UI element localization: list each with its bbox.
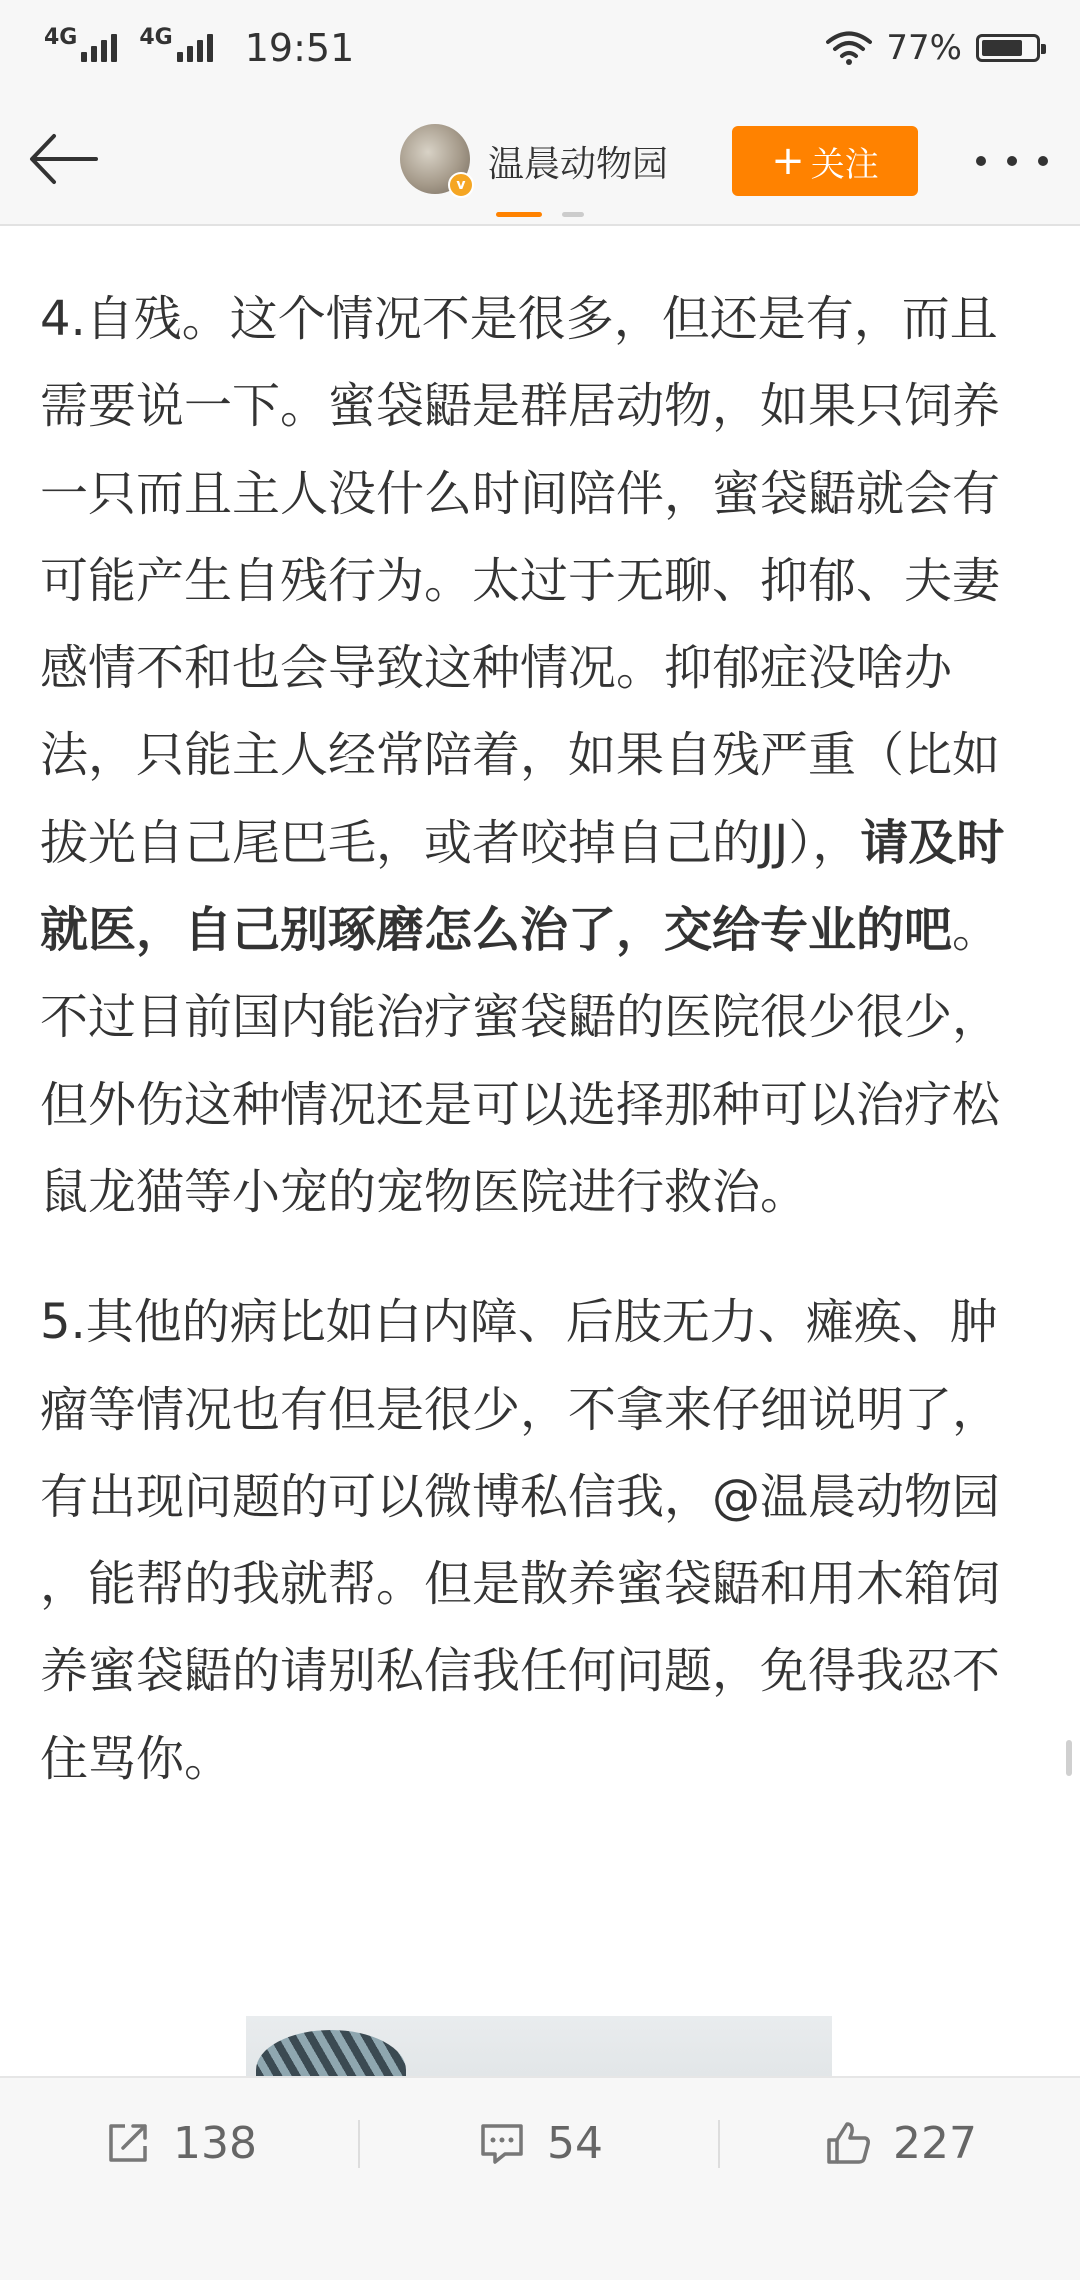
repost-count: 138 [173, 2117, 257, 2169]
paragraph-4-tail: 。不过目前国内能治疗蜜袋鼯的医院很少很少，但外伤这种情况还是可以选择那种可以治疗松鼠龙猫等小宠的宠物医院进行救治。 [40, 902, 1001, 1220]
paragraph-4-bold: 请及时就医，自己别琢磨怎么治了，交给专业的吧 [40, 814, 1005, 959]
paragraph-4-text: 4.自残。这个情况不是很多，但还是有，而且需要说一下。蜜袋鼯是群居动物，如果只饲养一只而且主人没什么时间陪伴，蜜袋鼯就会有可能产生自残行为。太过于无聊、抑郁、夫妻感情不和也会导致这种情况。抑郁症没啥办法，只能主人经常陪着，如果自残严重（比如拔光自己尾巴毛，或者咬掉自己的JJ）， [40, 291, 1001, 871]
paragraph-4 [40, 276, 1030, 1236]
clock: 19:51 [244, 26, 355, 70]
battery-icon [976, 34, 1040, 62]
repost-button[interactable] [0, 2078, 360, 2208]
network-type: 4G [44, 25, 78, 50]
like-button[interactable] [720, 2078, 1080, 2208]
post-image[interactable] [246, 2016, 832, 2076]
verified-badge-icon: v [448, 172, 474, 198]
page-indicator-inactive [562, 212, 584, 217]
post-content [40, 276, 1030, 1803]
comment-count: 54 [547, 2117, 603, 2169]
like-count: 227 [893, 2117, 977, 2169]
thumbs-up-icon [823, 2118, 873, 2168]
paragraph-5: 5.其他的病比如白内障、后肢无力、瘫痪、肿瘤等情况也有但是很少，不拿来仔细说明了，有出现问题的可以微博私信我，@温晨动物园 ，能帮的我就帮。但是散养蜜袋鼯和用木箱饲养蜜袋鼯的请别私信我任何问题，免得我忍不住骂你。 [40, 1294, 1001, 1787]
share-icon [103, 2118, 153, 2168]
follow-button[interactable] [732, 126, 918, 196]
back-arrow-icon[interactable] [24, 124, 104, 194]
account-name[interactable]: 温晨动物园 [488, 144, 669, 185]
status-bar [0, 0, 1080, 96]
more-options-icon[interactable] [976, 146, 1048, 176]
battery-percent: 77% [886, 28, 962, 68]
plus-icon: + [771, 138, 805, 184]
scrollbar[interactable] [1066, 1740, 1072, 1776]
status-right [826, 28, 1040, 68]
comment-button[interactable] [360, 2078, 720, 2208]
signal-icon [44, 25, 121, 62]
status-left [44, 26, 354, 70]
follow-label: 关注 [810, 144, 879, 185]
battery-fill [982, 40, 1022, 56]
top-nav [0, 96, 1080, 226]
signal-icon-2 [139, 25, 216, 62]
bottom-action-bar [0, 2076, 1080, 2280]
comment-icon [477, 2118, 527, 2168]
network-type-2: 4G [139, 25, 173, 50]
wifi-icon [826, 31, 872, 65]
avatar[interactable] [400, 124, 470, 194]
page-indicator-active [496, 212, 542, 217]
